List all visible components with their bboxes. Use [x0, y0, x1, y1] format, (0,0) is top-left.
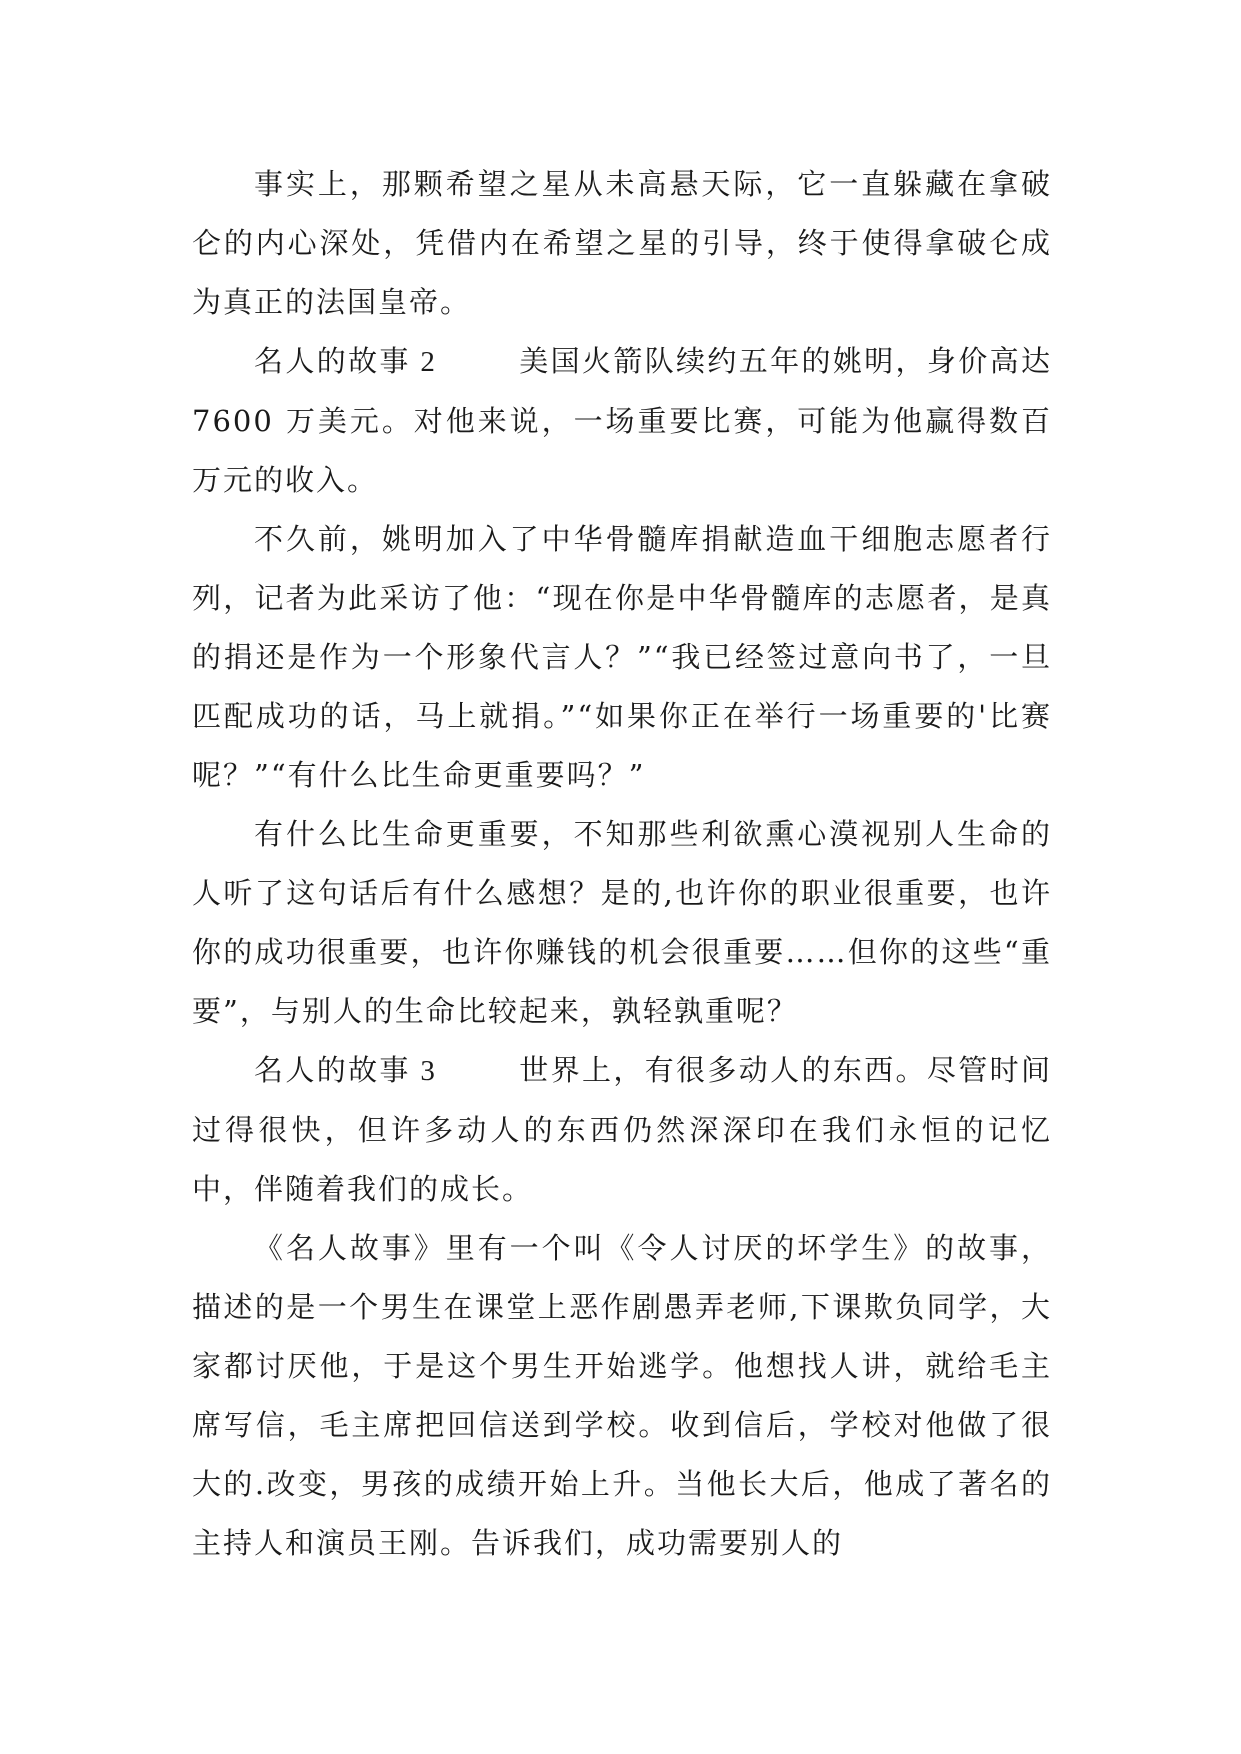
paragraph-story-2: [192, 332, 1052, 510]
paragraph-text: 有什么比生命更重要，不知那些利欲熏心漠视别人生命的人听了这句话后有什么感想？是的,也许你的职业很重要，也许你的成功很重要，也许你赚钱的机会很重要……但你的这些“重要”，与别人的生命比较起来，孰轻孰重呢？: [192, 817, 1052, 1028]
story-heading: 名人的故事 2: [254, 346, 437, 378]
paragraph-text: 美国火箭队续约五年的姚明，身价高达 7600 万美元。对他来说，一场重要比赛，可能为他赢得数百万元的收入。: [192, 344, 1052, 497]
paragraph-text: 世界上，有很多动人的东西。尽管时间过得很快，但许多动人的东西仍然深深印在我们永恒的记忆中，伴随着我们的成长。: [192, 1053, 1052, 1206]
paragraph-text: 事实上，那颗希望之星从未高悬天际，它一直躲藏在拿破仑的内心深处，凭借内在希望之星的引导，终于使得拿破仑成为真正的法国皇帝。: [192, 167, 1052, 319]
paragraph-napoleon: [192, 155, 1052, 332]
paragraph-text: 不久前，姚明加入了中华骨髓库捐献造血干细胞志愿者行列，记者为此采访了他：“现在你是中华骨髓库的志愿者，是真的捐还是作为一个形象代言人？”“我已经签过意向书了，一旦匹配成功的话，马上就捐。”“如果你正在举行一场重要的'比赛呢？”“有什么比生命更重要吗？”: [192, 522, 1052, 792]
paragraph-story-3: [192, 1041, 1052, 1219]
document-page: [192, 155, 1052, 1573]
paragraph-interview: [192, 510, 1052, 805]
paragraph-reflection: [192, 805, 1052, 1041]
story-heading: 名人的故事 3: [254, 1055, 437, 1087]
paragraph-text: 《名人故事》里有一个叫《令人讨厌的坏学生》的故事，描述的是一个男生在课堂上恶作剧愚弄老师,下课欺负同学，大家都讨厌他，于是这个男生开始逃学。他想找人讲，就给毛主席写信，毛主席把回信送到学校。收到信后，学校对他做了很大的.改变，男孩的成绩开始上升。当他长大后，他成了著名的主持人和演员王刚。告诉我们，成功需要别人的: [192, 1231, 1052, 1560]
paragraph-bad-student: [192, 1219, 1052, 1573]
